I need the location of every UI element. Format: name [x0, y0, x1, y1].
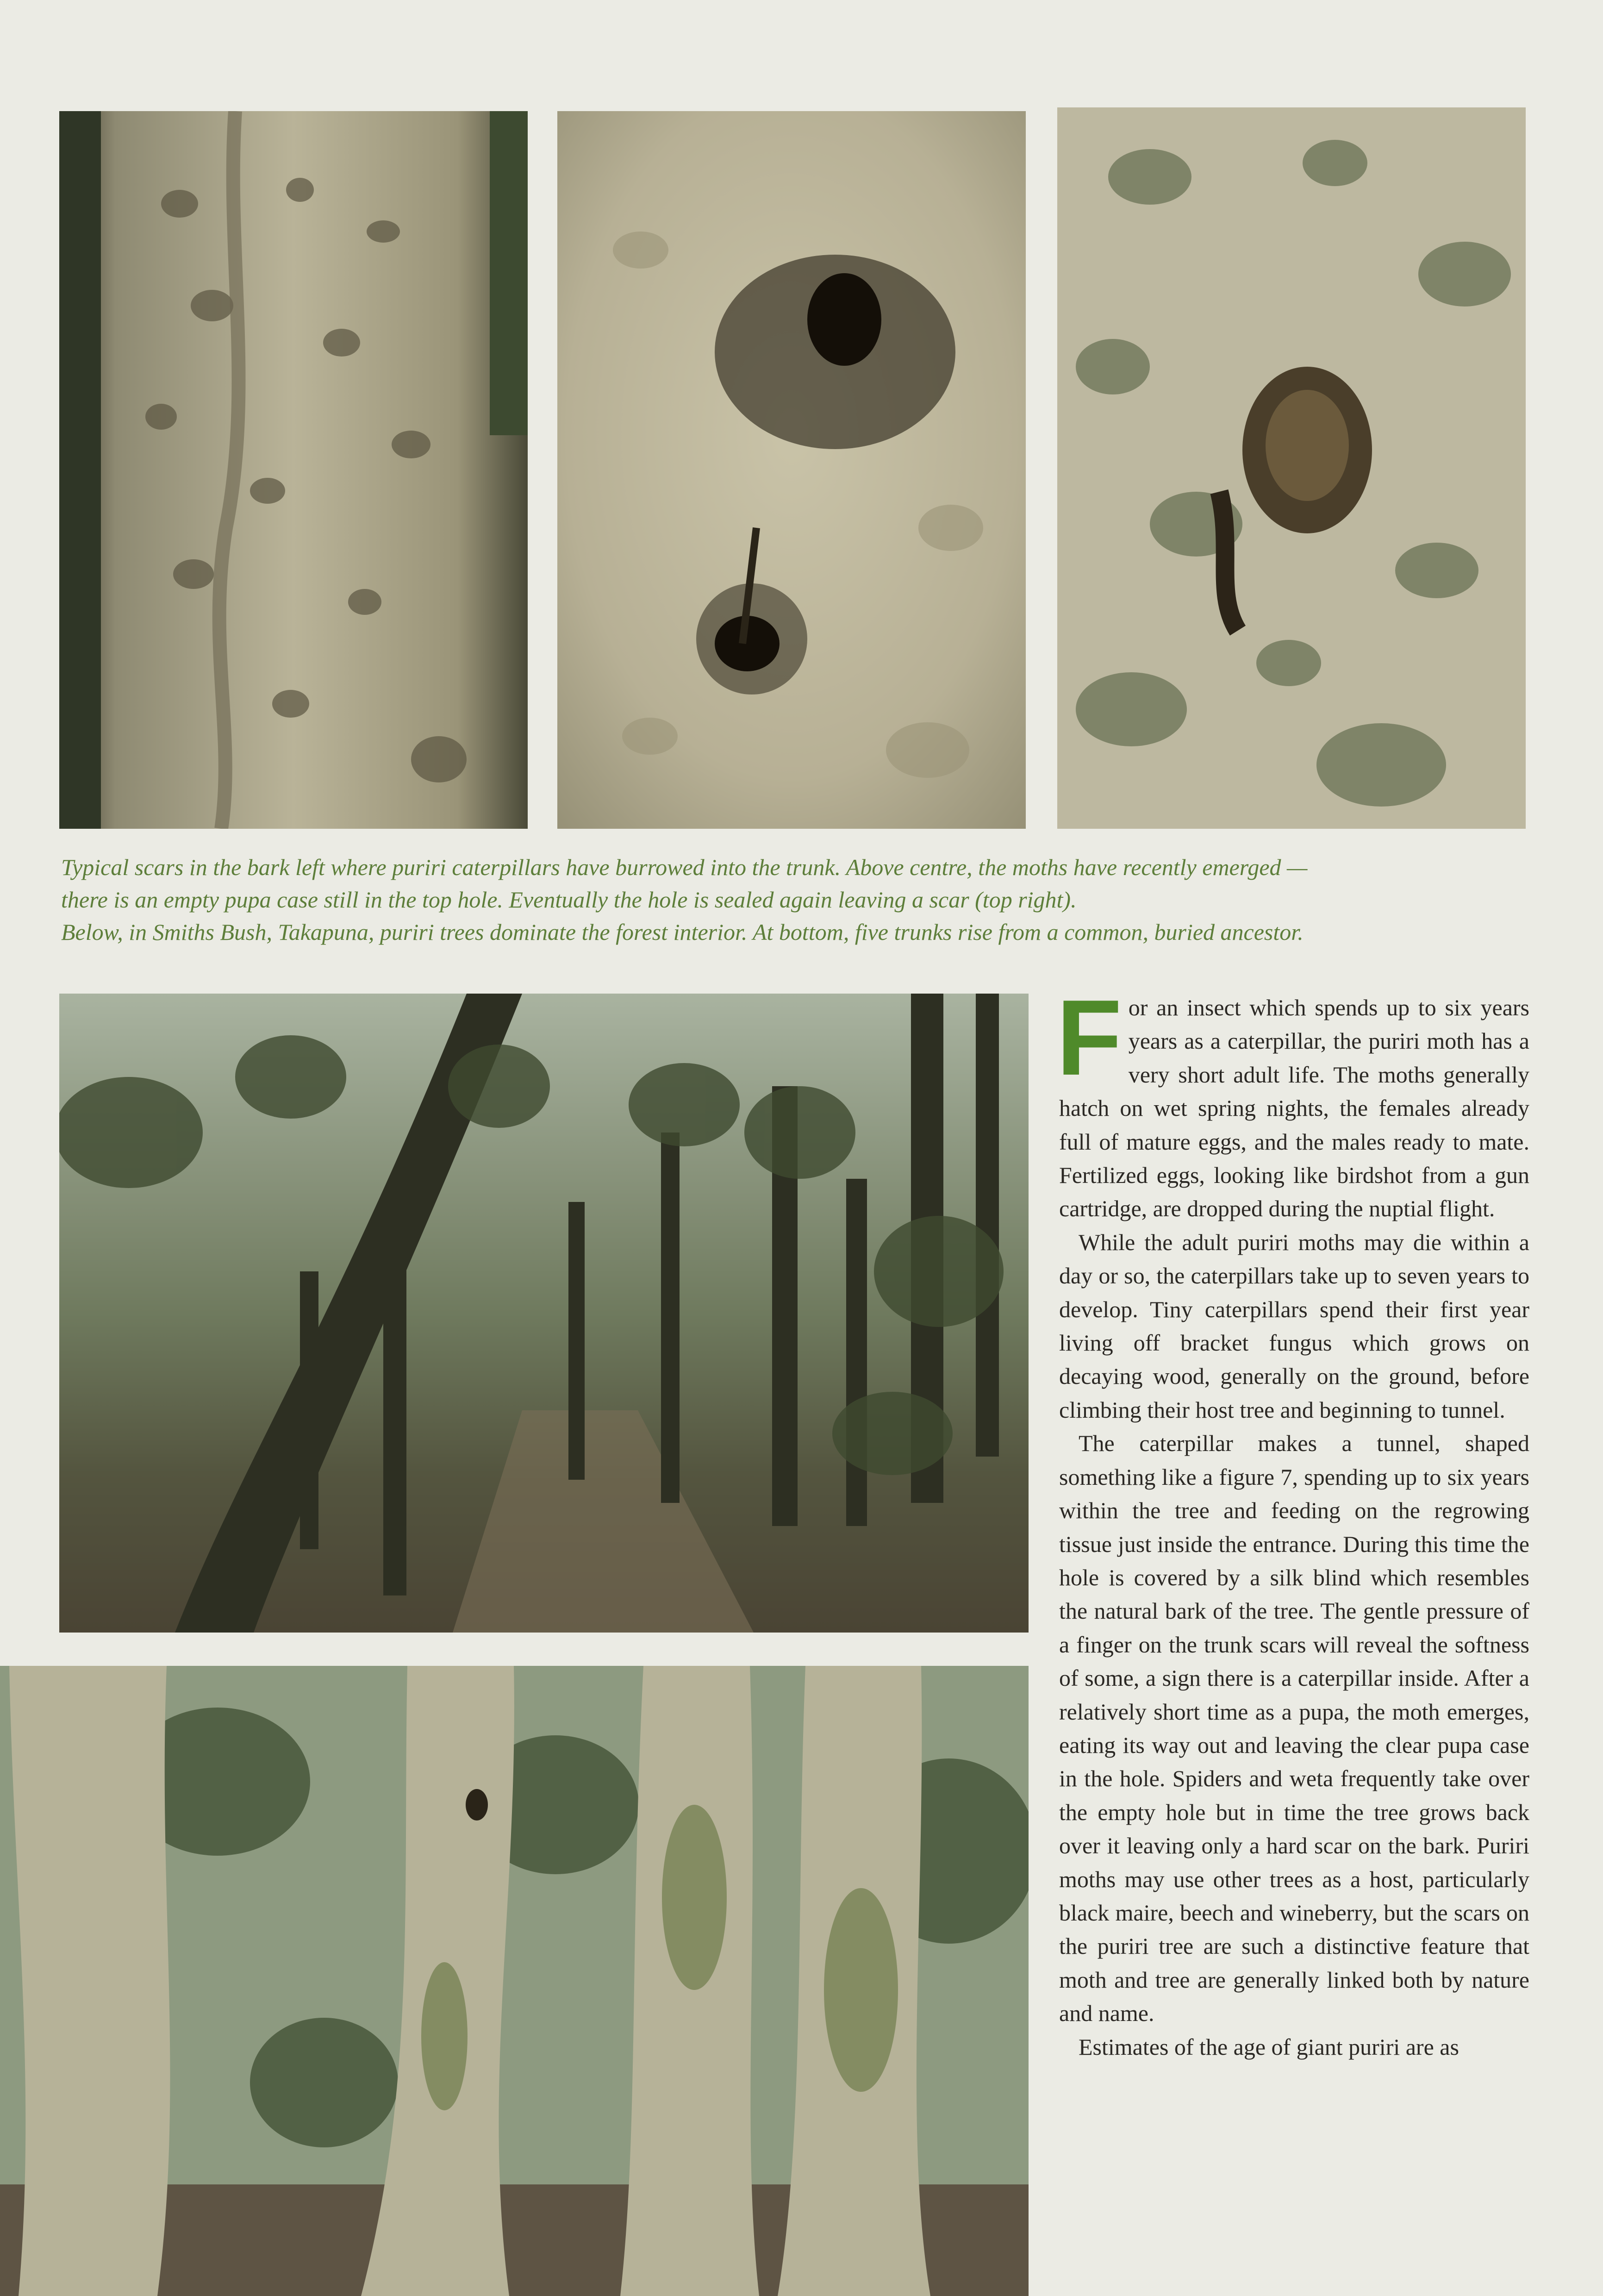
photo-bark-scars [59, 111, 528, 829]
paragraph-2: While the adult puriri moths may die within a day or so, the caterpillars take up to seven years to develop. Tiny caterpillars spend their first year living off bracket fungus which grows on decaying wood, generally on the ground, before climbing their host tree and beginning to tunnel. [1059, 1229, 1529, 1423]
paragraph-1 [1056, 978, 1529, 1226]
photo-bark-holes [557, 111, 1026, 829]
photo-forest-interior [59, 994, 1029, 1633]
caption-line-2: there is an empty pupa case still in the top hole. Eventually the hole is sealed again leaving a scar (top right). [61, 887, 1077, 913]
paragraph-3: The caterpillar makes a tunnel, shaped something like a figure 7, spending up to six years within the tree and feeding on the regrowing tissue just inside the entrance. During this time the hole is covered by a silk blind which resembles the natural bark of the tree. The gentle pressure of a finger on the trunk scars will reveal the softness of some, a sign there is a caterpillar inside. After a relatively short time as a pupa, the moth emerges, eating its way out and leaving the clear pupa case in the hole. Spiders and weta frequently take over the empty hole but in time the tree grows back over it leaving only a hard scar on the bark. Puriri moths may use other trees as a host, particularly black maire, beech and wineberry, but the scars on the puriri tree are such a distinctive feature that moth and tree are generally linked both by nature and name. [1059, 1430, 1529, 2027]
photo-five-trunks [0, 1666, 1029, 2296]
article-body [1056, 978, 1529, 2064]
caption-line-3: Below, in Smiths Bush, Takapuna, puriri trees dominate the forest interior. At bottom, five trunks rise from a common, buried ancestor. [61, 919, 1304, 945]
paragraph-1-text: or an insect which spends up to six years years as a caterpillar, the puriri moth has a very short adult life. The moths generally hatch on wet spring nights, the females already full of mature eggs, and the males ready to mate. Fertilized eggs, looking like birdshot from a gun cartridge, are dropped during the nuptial flight. [1059, 995, 1529, 1222]
caption-line-1: Typical scars in the bark left where puriri caterpillars have burrowed into the trunk. Above centre, the moths have recently emerged — [61, 854, 1308, 880]
paragraph-4: Estimates of the age of giant puriri are as [1079, 2033, 1459, 2060]
photo-caption [61, 851, 1542, 948]
photo-bark-sealed-scar [1057, 107, 1526, 829]
drop-cap: F [1056, 978, 1122, 1098]
